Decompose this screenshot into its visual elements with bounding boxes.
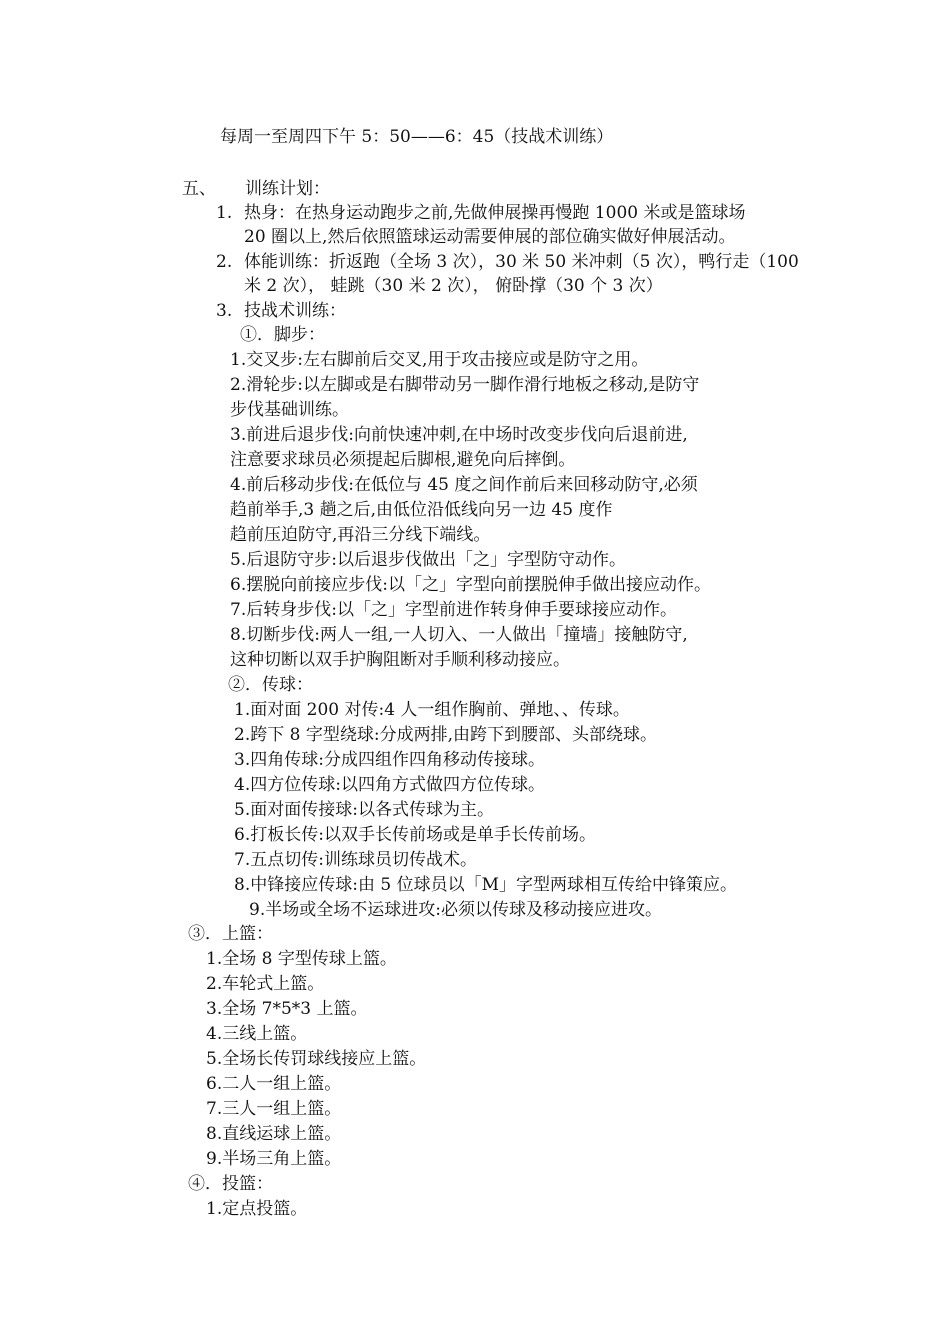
- passing-line: 8.中锋接应传球:由 5 位球员以「M」字型两球相互传给中锋策应。: [234, 875, 737, 895]
- layup-line: 1.全场 8 字型传球上篮。: [206, 949, 397, 969]
- passing-line: 6.打板长传:以双手长传前场或是单手长传前场。: [234, 825, 596, 845]
- layup-line: 8.直线运球上篮。: [206, 1124, 342, 1144]
- layup-line: 6.二人一组上篮。: [206, 1074, 342, 1094]
- footwork-line: 5.后退防守步:以后退步伐做出「之」字型防守动作。: [230, 550, 626, 570]
- passing-heading: ②．传球：: [228, 675, 313, 695]
- footwork-line: 4.前后移动步伐:在低位与 45 度之间作前后来回移动防守,必须: [230, 475, 698, 495]
- footwork-line: 3.前进后退步伐:向前快速冲刺,在中场时改变步伐向后退前进,: [230, 425, 688, 445]
- section-number: 五、: [182, 179, 216, 199]
- item-number: 1.: [216, 203, 233, 223]
- passing-line: 7.五点切传:训练球员切传战术。: [234, 850, 477, 870]
- layup-line: 5.全场长传罚球线接应上篮。: [206, 1049, 427, 1069]
- item-number: 3.: [216, 301, 233, 321]
- shooting-line: 1.定点投篮。: [206, 1199, 308, 1219]
- layup-line: 2.车轮式上篮。: [206, 974, 325, 994]
- passing-line: 5.面对面传接球:以各式传球为主。: [234, 800, 494, 820]
- passing-line: 9.半场或全场不运球进攻:必须以传球及移动接应进攻。: [249, 900, 662, 920]
- footwork-line: 步伐基础训练。: [230, 400, 349, 420]
- passing-line: 2.跨下 8 字型绕球:分成两排,由跨下到腰部、头部绕球。: [234, 725, 657, 745]
- layup-line: 3.全场 7*5*3 上篮。: [206, 999, 368, 1019]
- schedule-line: 每周一至周四下午 5：50——6：45（技战术训练）: [220, 127, 614, 147]
- layup-line: 9.半场三角上篮。: [206, 1149, 342, 1169]
- footwork-line: 6.摆脱向前接应步伐:以「之」字型向前摆脱伸手做出接应动作。: [230, 575, 711, 595]
- footwork-line: 趋前举手,3 趟之后,由低位沿低线向另一边 45 度作: [230, 500, 613, 520]
- passing-line: 3.四角传球:分成四组作四角移动传接球。: [234, 750, 545, 770]
- layup-line: 7.三人一组上篮。: [206, 1099, 342, 1119]
- footwork-line: 7.后转身步伐:以「之」字型前进作转身伸手要球接应动作。: [230, 600, 677, 620]
- footwork-heading: ①．脚步：: [240, 325, 325, 345]
- footwork-line: 这种切断以双手护胸阻断对手顺利移动接应。: [230, 650, 570, 670]
- item-text-line: 米 2 次）， 蛙跳（30 米 2 次）， 俯卧撑（30 个 3 次）: [244, 276, 663, 296]
- item-number: 2.: [216, 252, 233, 272]
- passing-line: 4.四方位传球:以四角方式做四方位传球。: [234, 775, 545, 795]
- footwork-line: 8.切断步伐:两人一组,一人切入、一人做出「撞墙」接触防守,: [230, 625, 688, 645]
- footwork-line: 1.交叉步:左右脚前后交叉,用于攻击接应或是防守之用。: [230, 350, 649, 370]
- item-text-line: 技战术训练：: [244, 301, 346, 321]
- layup-heading: ③．上篮：: [188, 924, 273, 944]
- item-text-line: 20 圈以上,然后依照篮球运动需要伸展的部位确实做好伸展活动。: [244, 227, 736, 247]
- footwork-line: 注意要求球员必须提起后脚根,避免向后摔倒。: [230, 450, 576, 470]
- item-text-line: 体能训练：折返跑（全场 3 次），30 米 50 米冲刺（5 次），鸭行走（100: [244, 252, 799, 272]
- passing-line: 1.面对面 200 对传:4 人一组作胸前、弹地、、传球。: [234, 700, 630, 720]
- item-text-line: 热身：在热身运动跑步之前,先做伸展操再慢跑 1000 米或是篮球场: [244, 203, 746, 223]
- footwork-line: 趋前压迫防守,再沿三分线下端线。: [230, 525, 491, 545]
- section-title: 训练计划：: [245, 179, 330, 199]
- layup-line: 4.三线上篮。: [206, 1024, 308, 1044]
- footwork-line: 2.滑轮步:以左脚或是右脚带动另一脚作滑行地板之移动,是防守: [230, 375, 700, 395]
- shooting-heading: ④．投篮：: [188, 1174, 273, 1194]
